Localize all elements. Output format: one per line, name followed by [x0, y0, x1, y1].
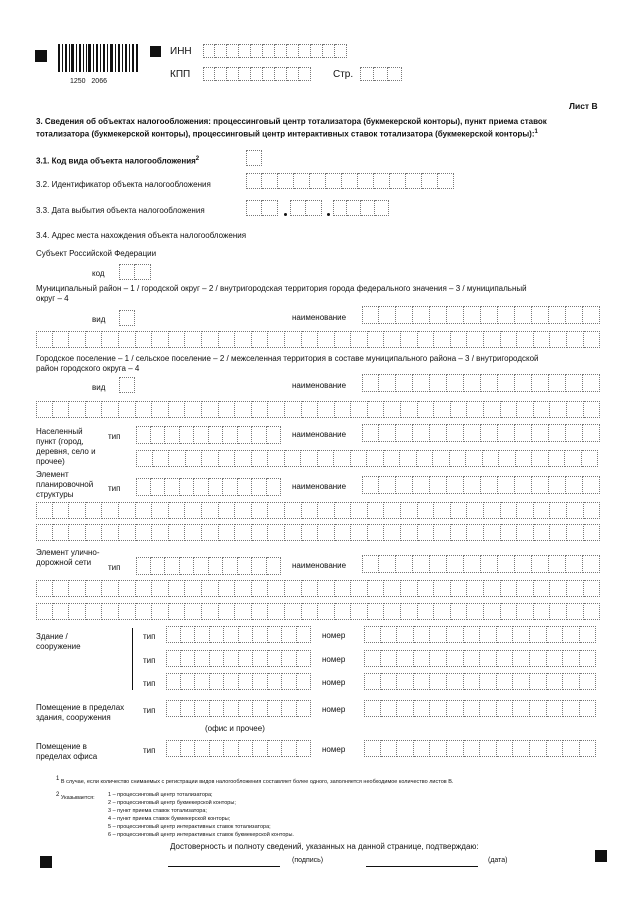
inn-field[interactable]: [203, 44, 347, 58]
object-id-label: 3.2. Идентификатор объекта налогообложения: [36, 180, 211, 189]
settlement-name-field[interactable]: [362, 374, 600, 392]
street-name-field-cont2[interactable]: [36, 603, 600, 620]
kpp-field[interactable]: [203, 67, 311, 81]
footnote-code: 5 – процессинговый центр интерактивных ставок тотализатора;: [108, 824, 271, 830]
footnote-code: 4 – пункт приема ставок букмекерской конторы;: [108, 816, 231, 822]
locality-label: Населенный пункт (город, деревня, село и прочее): [36, 427, 96, 466]
street-name-field[interactable]: [362, 555, 600, 573]
object-code-footnote-ref: 2: [195, 156, 200, 162]
building-kind-field-1[interactable]: [166, 626, 311, 643]
building-kind-field-3[interactable]: [166, 673, 311, 690]
premises-kind-field[interactable]: [166, 700, 311, 717]
section-title-footnote-ref: 1: [534, 129, 538, 135]
footnote-code: 6 – процессинговый центр интерактивных ставок букмекерской конторы.: [108, 832, 294, 838]
settlement-type-field[interactable]: [119, 377, 135, 393]
building-number-field-3[interactable]: [364, 673, 596, 690]
building-number-field-1[interactable]: [364, 626, 596, 643]
footnote-code: 2 – процессинговый центр букмекерской конторы;: [108, 800, 236, 806]
date-year-field[interactable]: [333, 200, 389, 216]
page-number-field[interactable]: [360, 67, 402, 81]
date-line[interactable]: [366, 866, 478, 867]
barcode: [58, 44, 138, 78]
footnote-2-marker: 2: [56, 792, 60, 798]
object-code-label-text: 3.1. Код вида объекта налогообложения: [36, 156, 196, 166]
street-name-field-cont[interactable]: [36, 580, 600, 597]
corner-marker-top-mid: [150, 46, 161, 57]
object-code-label: [36, 154, 199, 167]
subject-label: Субъект Российской Федерации: [36, 249, 157, 258]
page-label: Стр.: [333, 69, 354, 80]
municipal-type-field[interactable]: [119, 310, 135, 326]
footnote-1-text: В случае, если количество снимаемых с регистрации видов налогообложения составляет более одного, заполняется необходимое количество листов В.: [60, 778, 454, 785]
premises-label: Помещение в пределах здания, сооружения: [36, 703, 125, 722]
corner-marker-bottom-left: [40, 856, 52, 868]
footnote-2-intro: Указывается:: [60, 794, 95, 801]
planning-name-field-cont2[interactable]: [36, 524, 600, 541]
locality-name-field[interactable]: [362, 424, 600, 442]
street-kind-label: тип: [108, 563, 121, 572]
planning-name-field-cont[interactable]: [36, 502, 600, 519]
street-name-label: наименование: [292, 561, 347, 570]
office-number-field[interactable]: [364, 740, 596, 757]
planning-kind-label: тип: [108, 484, 121, 493]
office-kind-field[interactable]: [166, 740, 311, 757]
date-caption: (дата): [488, 857, 508, 864]
building-number-field-2[interactable]: [364, 650, 596, 667]
date-separator-dot: [327, 213, 330, 216]
office-number-label: номер: [322, 745, 346, 754]
footnote-2: [56, 792, 95, 802]
premises-kind-label: тип: [143, 706, 156, 715]
locality-kind-field[interactable]: [136, 426, 281, 444]
inn-label: ИНН: [170, 46, 192, 57]
settlement-label: Городское поселение – 1 / сельское поселение – 2 / межселенная территория в составе муниципального района – 3 / внутригородской район городского округа – 4: [36, 354, 539, 373]
building-kind-label-2: тип: [143, 656, 156, 665]
footnote-1: [56, 776, 453, 786]
disposal-date-label: 3.3. Дата выбытия объекта налогообложения: [36, 206, 205, 215]
section-title: [36, 116, 602, 140]
planning-kind-field[interactable]: [136, 478, 281, 496]
address-label: 3.4. Адрес места нахождения объекта налогообложения: [36, 231, 247, 240]
premises-number-field[interactable]: [364, 700, 596, 717]
confirmation-text: Достоверность и полноту сведений, указанных на данной странице, подтверждаю:: [170, 842, 479, 851]
signature-caption: (подпись): [292, 857, 324, 864]
office-kind-label: тип: [143, 746, 156, 755]
street-label: Элемент улично-дорожной сети: [36, 548, 100, 567]
municipal-label: Муниципальный район – 1 / городской округ – 2 / внутригородская территория города федерального значения – 3 / муниципальный округ – 4: [36, 284, 527, 303]
footnote-code: 1 – процессинговый центр тотализатора;: [108, 792, 213, 798]
planning-name-field[interactable]: [362, 476, 600, 494]
municipal-name-label: наименование: [292, 313, 347, 322]
subject-code-field[interactable]: [119, 264, 151, 280]
footnote-1-marker: 1: [56, 776, 60, 782]
settlement-type-label: вид: [92, 383, 106, 392]
planning-structure-label: Элемент планировочной структуры: [36, 470, 94, 499]
office-label: Помещение в пределах офиса: [36, 742, 98, 761]
corner-marker-bottom-right: [595, 850, 607, 862]
subject-code-label: код: [92, 269, 105, 278]
municipal-name-field[interactable]: [362, 306, 600, 324]
building-kind-label-3: тип: [143, 679, 156, 688]
planning-name-label: наименование: [292, 482, 347, 491]
kpp-label: КПП: [170, 69, 191, 80]
building-bracket: [132, 628, 133, 690]
locality-kind-label: тип: [108, 432, 121, 441]
date-separator-dot: [284, 213, 287, 216]
object-code-field[interactable]: [246, 150, 262, 166]
locality-name-field-cont[interactable]: [136, 450, 598, 467]
building-number-label-3: номер: [322, 678, 346, 687]
date-day-field[interactable]: [246, 200, 278, 216]
street-kind-field[interactable]: [136, 557, 281, 575]
municipal-type-label: вид: [92, 315, 106, 324]
signature-line[interactable]: [168, 866, 280, 867]
premises-hint: (офис и прочее): [205, 724, 265, 733]
building-label: Здание / сооружение: [36, 632, 81, 651]
building-kind-field-2[interactable]: [166, 650, 311, 667]
settlement-name-label: наименование: [292, 381, 347, 390]
building-number-label-1: номер: [322, 631, 346, 640]
corner-marker-top-left: [35, 50, 47, 62]
settlement-name-field-cont[interactable]: [36, 401, 600, 418]
premises-number-label: номер: [322, 705, 346, 714]
footnote-code: 3 – пункт приема ставок тотализатора;: [108, 808, 207, 814]
date-month-field[interactable]: [290, 200, 322, 216]
section-title-text: 3. Сведения об объектах налогообложения: процессинговый центр тотализатора (букмекерской конторы), пункт приема ставок тотализатора (букмекерской конторы), процессинговый центр интерактивных ставок тотализатора (букмекерской конторы):: [36, 117, 547, 139]
sheet-label: Лист В: [569, 101, 598, 111]
municipal-name-field-cont[interactable]: [36, 331, 600, 348]
object-id-field[interactable]: [246, 173, 454, 189]
building-kind-label-1: тип: [143, 632, 156, 641]
building-number-label-2: номер: [322, 655, 346, 664]
locality-name-label: наименование: [292, 430, 347, 439]
barcode-number: 1250 2066: [70, 78, 107, 85]
